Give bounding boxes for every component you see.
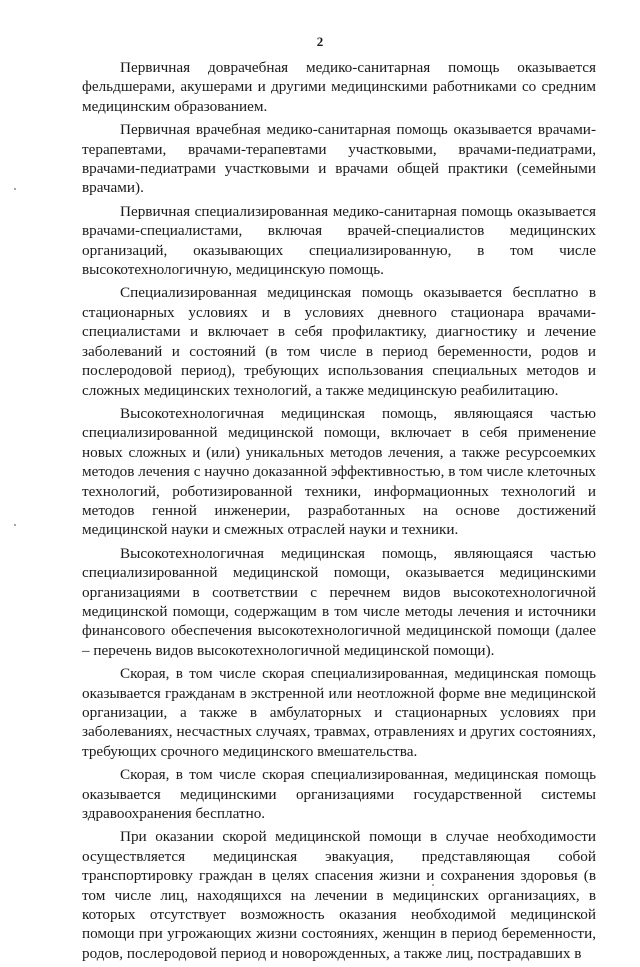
paragraph-high-tech-care-definition: Высокотехнологичная медицинская помощь, являющаяся частью специализированной медицинской помощи, включает в себя применение новых сложных и (или) уникальных методов лечения, а также ресурсоемких методов лечения с научно доказанной эффективностью, в том числе клеточных технологий, роботизированной техники, информационных технологий и методов генной инженерии, разработанных на основе достижений медицинской науки и смежных отраслей науки и техники. xyxy=(82,404,596,539)
paragraph-high-tech-care-provision: Высокотехнологичная медицинская помощь, являющаяся частью специализированной медицинской помощи, оказывается медицинскими организациями в соответствии с перечнем видов высокотехнологичной медицинской помощи, содержащим в том числе методы лечения и источники финансового обеспечения высокотехнологичной медицинской помощи (далее – перечень видов высокотехнологичной медицинской помощи). xyxy=(82,544,596,659)
scan-speck xyxy=(432,884,434,886)
paragraph-primary-prephysician-care: Первичная доврачебная медико-санитарная помощь оказывается фельдшерами, акушерами и другими медицинскими работниками со средним медицинским образованием. xyxy=(82,59,596,115)
paragraph-emergency-care-definition: Скорая, в том числе скорая специализированная, медицинская помощь оказывается гражданам в экстренной или неотложной форме вне медицинской организации, а также в амбулаторных и стационарных условиях при заболеваниях, несчастных случаях, травмах, отравлениях и других состояниях, требующих срочного медицинского вмешательства. xyxy=(82,665,596,760)
paragraph-medical-evacuation: При оказании скорой медицинской помощи в случае необходимости осуществляется медицинская эвакуация, представляющая собой транспортировку граждан в целях спасения жизни и сохранения здоровья (в том числе лиц, находящихся на лечении в медицинских организациях, в которых отсутствует возможность оказания необходимой медицинской помощи при угрожающих жизни состояниях, женщин в период беременности, родов, послеродовой период и новорожденных, а также лиц, пострадавших в xyxy=(82,828,596,962)
paragraph-primary-specialized-care: Первичная специализированная медико-санитарная помощь оказывается врачами-специалистами, включая врачей-специалистов медицинских организаций, оказывающих специализированную, в том числе высокотехнологичную, медицинскую помощь. xyxy=(82,202,596,279)
paragraph-emergency-care-free: Скорая, в том числе скорая специализированная, медицинская помощь оказывается медицинскими организациями государственной системы здравоохранения бесплатно. xyxy=(82,766,596,823)
scan-speck xyxy=(14,524,16,526)
paragraph-primary-physician-care: Первичная врачебная медико-санитарная помощь оказывается врачами-терапевтами, врачами-терапевтами участковыми, врачами-педиатрами, врачами-педиатрами участковыми и врачами общей практики (семейными врачами). xyxy=(82,121,596,197)
scan-speck xyxy=(14,188,16,190)
document-body xyxy=(82,58,596,967)
paragraph-specialized-care: Специализированная медицинская помощь оказывается бесплатно в стационарных условиях и в условиях дневного стационара врачами-специалистами и включает в себя профилактику, диагностику и лечение заболеваний и состояний (в том числе в период беременности, родов и послеродовой период), требующих использования специальных методов и сложных медицинских технологий, а также медицинскую реабилитацию. xyxy=(82,284,596,399)
page-number: 2 xyxy=(316,34,324,49)
